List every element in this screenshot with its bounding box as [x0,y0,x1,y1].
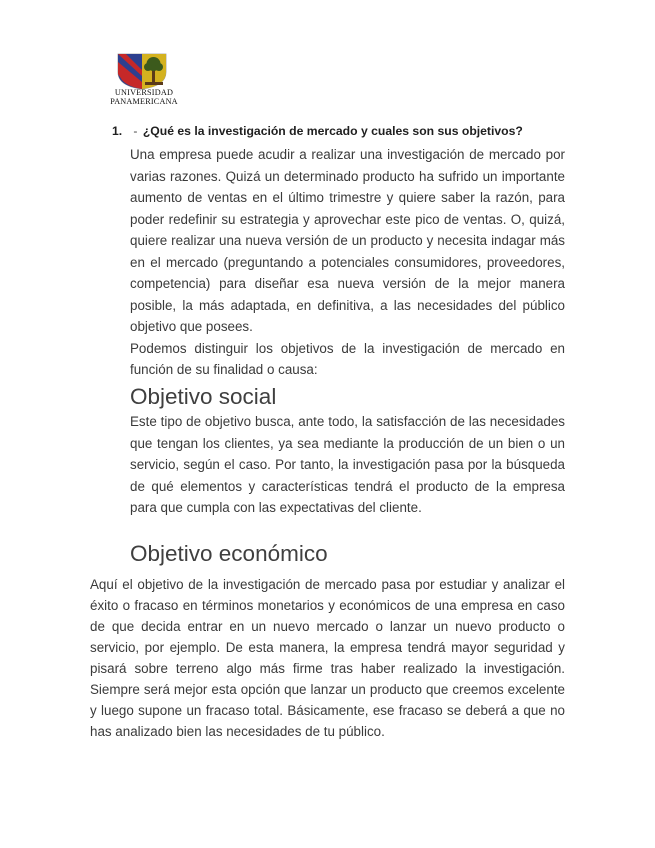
economic-objective-section [90,574,565,742]
question-text: ¿Qué es la investigación de mercado y cuales son sus objetivos? [142,124,523,138]
social-objective-text: Este tipo de objetivo busca, ante todo, la satisfacción de las necesidades que tengan los clientes, ya sea mediante la producción de un bien o un servicio, según el caso. Por tanto, la investigación pasa por la búsqueda de qué elementos y características tendrá el producto de la empresa para que cumpla con las expectativas del cliente. [130,414,565,515]
question-dash: - [133,124,138,138]
intro-section [130,144,565,381]
university-shield-icon [116,52,168,90]
university-name: UNIVERSIDAD PANAMERICANA [110,88,178,106]
intro-paragraph-1: Una empresa puede acudir a realizar una investigación de mercado por varias razones. Quizá un determinado producto ha sufrido un importante aumento de ventas en el último trimestre y quiere saber la razón, para poder redefinir su estrategia y aprovechar este pico de ventas. O, quizá, quiere realizar una nueva versión de un producto y necesita indagar más en el mercado (preguntando a potenciales consumidores, proveedores, competencia) para diseñar esa nueva versión de la mejor manera posible, la más adaptada, en definitiva, a las necesidades del público objetivo que posees. [130,147,565,334]
economic-objective-text: Aquí el objetivo de la investigación de mercado pasa por estudiar y analizar el éxito o fracaso en términos monetarios y económicos de una empresa en caso de que decida entrar en un nuevo mercado o lanzar un nuevo producto o servicio, por ejemplo. De esta manera, la empresa tendrá mayor seguridad y pisará sobre terreno algo más firme tras haber realizado la investigación. Siempre será mejor esta opción que lanzar un producto que creemos excelente y luego supone un fracaso total. Básicamente, ese fracaso se deberá a que no has analizado bien las necesidades de tu público. [90,577,565,739]
question-number: 1. [112,124,123,138]
university-logo [96,48,192,110]
question-heading [112,124,582,138]
intro-paragraph-2: Podemos distinguir los objetivos de la investigación de mercado en función de su finalidad o causa: [130,340,565,377]
social-objective-section [130,411,565,519]
social-objective-title: Objetivo social [130,384,277,409]
economic-objective-title: Objetivo económico [130,541,328,566]
